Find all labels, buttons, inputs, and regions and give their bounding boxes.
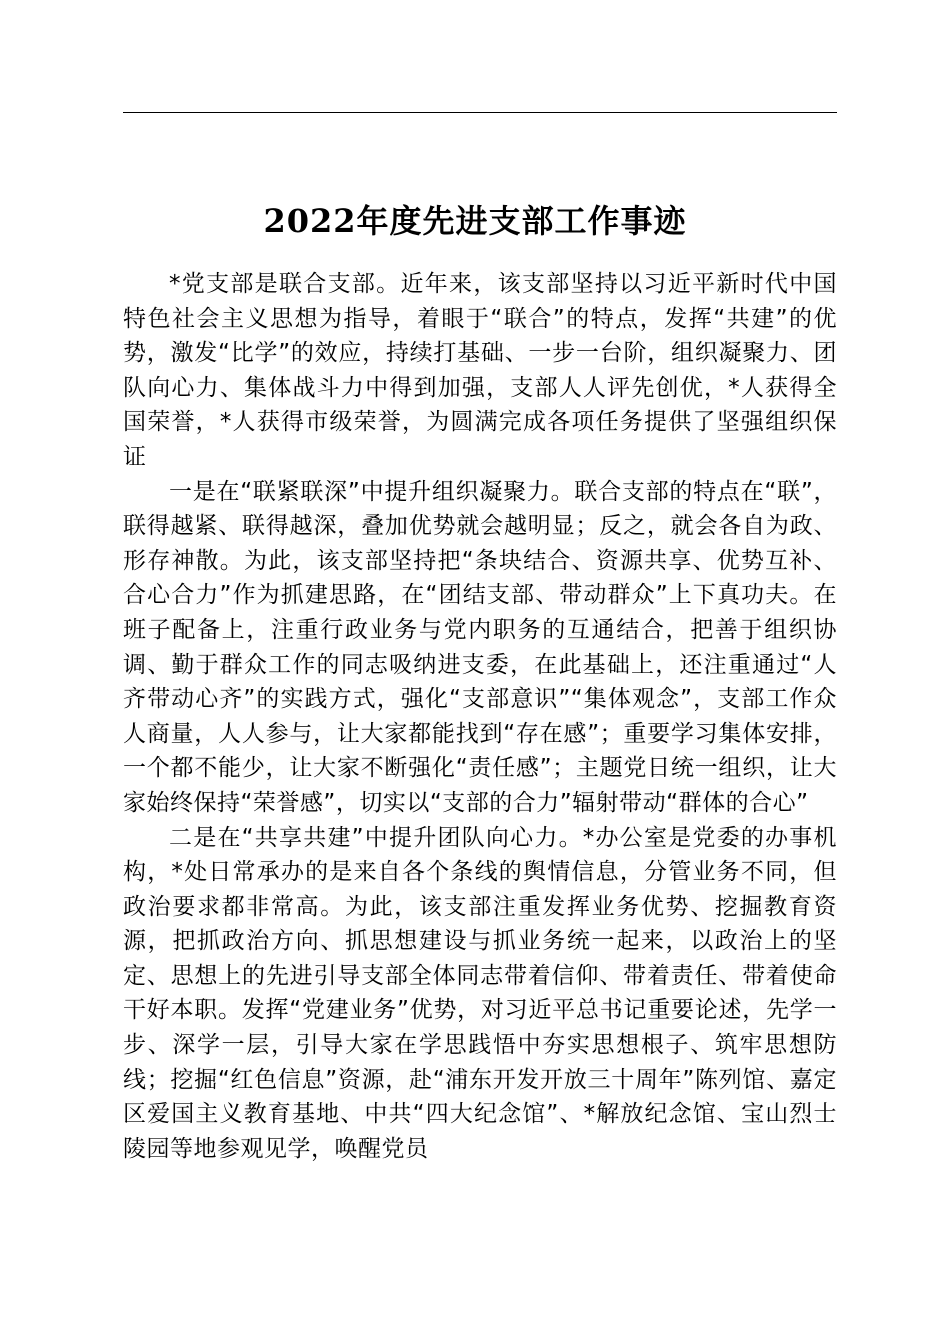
document-title: 2022年度先进支部工作事迹 — [263, 202, 687, 241]
header-rule — [123, 112, 837, 113]
paragraph-section-one: 一是在“联紧联深”中提升组织凝聚力。联合支部的特点在“联”，联得越紧、联得越深，叠加优势就会越明显；反之，就会各自为政、形存神散。为此，该支部坚持把“条块结合、资源共享、优势互补、合心合力”作为抓建思路，在“团结支部、带动群众”上下真功夫。在班子配备上，注重行政业务与党内职务的互通结合，把善于组织协调、勤于群众工作的同志吸纳进支委，在此基础上，还注重通过“人齐带动心齐”的实践方式，强化“支部意识”“集体观念”，支部工作众人商量，人人参与，让大家都能找到“存在感”；重要学习集体安排，一个都不能少，让大家不断强化“责任感”；主题党日统一组织，让大家始终保持“荣誉感”，切实以“支部的合力”辐射带动“群体的合心” — [123, 478, 837, 816]
paragraph-section-two: 二是在“共享共建”中提升团队向心力。*办公室是党委的办事机构，*处日常承办的是来自各个条线的舆情信息，分管业务不同，但政治要求都非常高。为此，该支部注重发挥业务优势、挖掘教育资源，把抓政治方向、抓思想建设与抓业务统一起来，以政治上的坚定、思想上的先进引导支部全体同志带着信仰、带着责任、带着使命干好本职。发挥“党建业务”优势，对习近平总书记重要论述，先学一步、深学一层，引导大家在学思践悟中夯实思想根子、筑牢思想防线；挖掘“红色信息”资源，赴“浦东开发开放三十周年”陈列馆、嘉定区爱国主义教育基地、中共“四大纪念馆”、*解放纪念馆、宝山烈士陵园等地参观见学，唤醒党员 — [123, 824, 837, 1162]
document-body — [123, 267, 837, 1166]
paragraph-intro: *党支部是联合支部。近年来，该支部坚持以习近平新时代中国特色社会主义思想为指导，着眼于“联合”的特点，发挥“共建”的优势，激发“比学”的效应，持续打基础、一步一台阶，组织凝聚力、团队向心力、集体战斗力中得到加强，支部人人评先创优，*人获得全国荣誉，*人获得市级荣誉，为圆满完成各项任务提供了坚强组织保证 — [123, 271, 837, 470]
